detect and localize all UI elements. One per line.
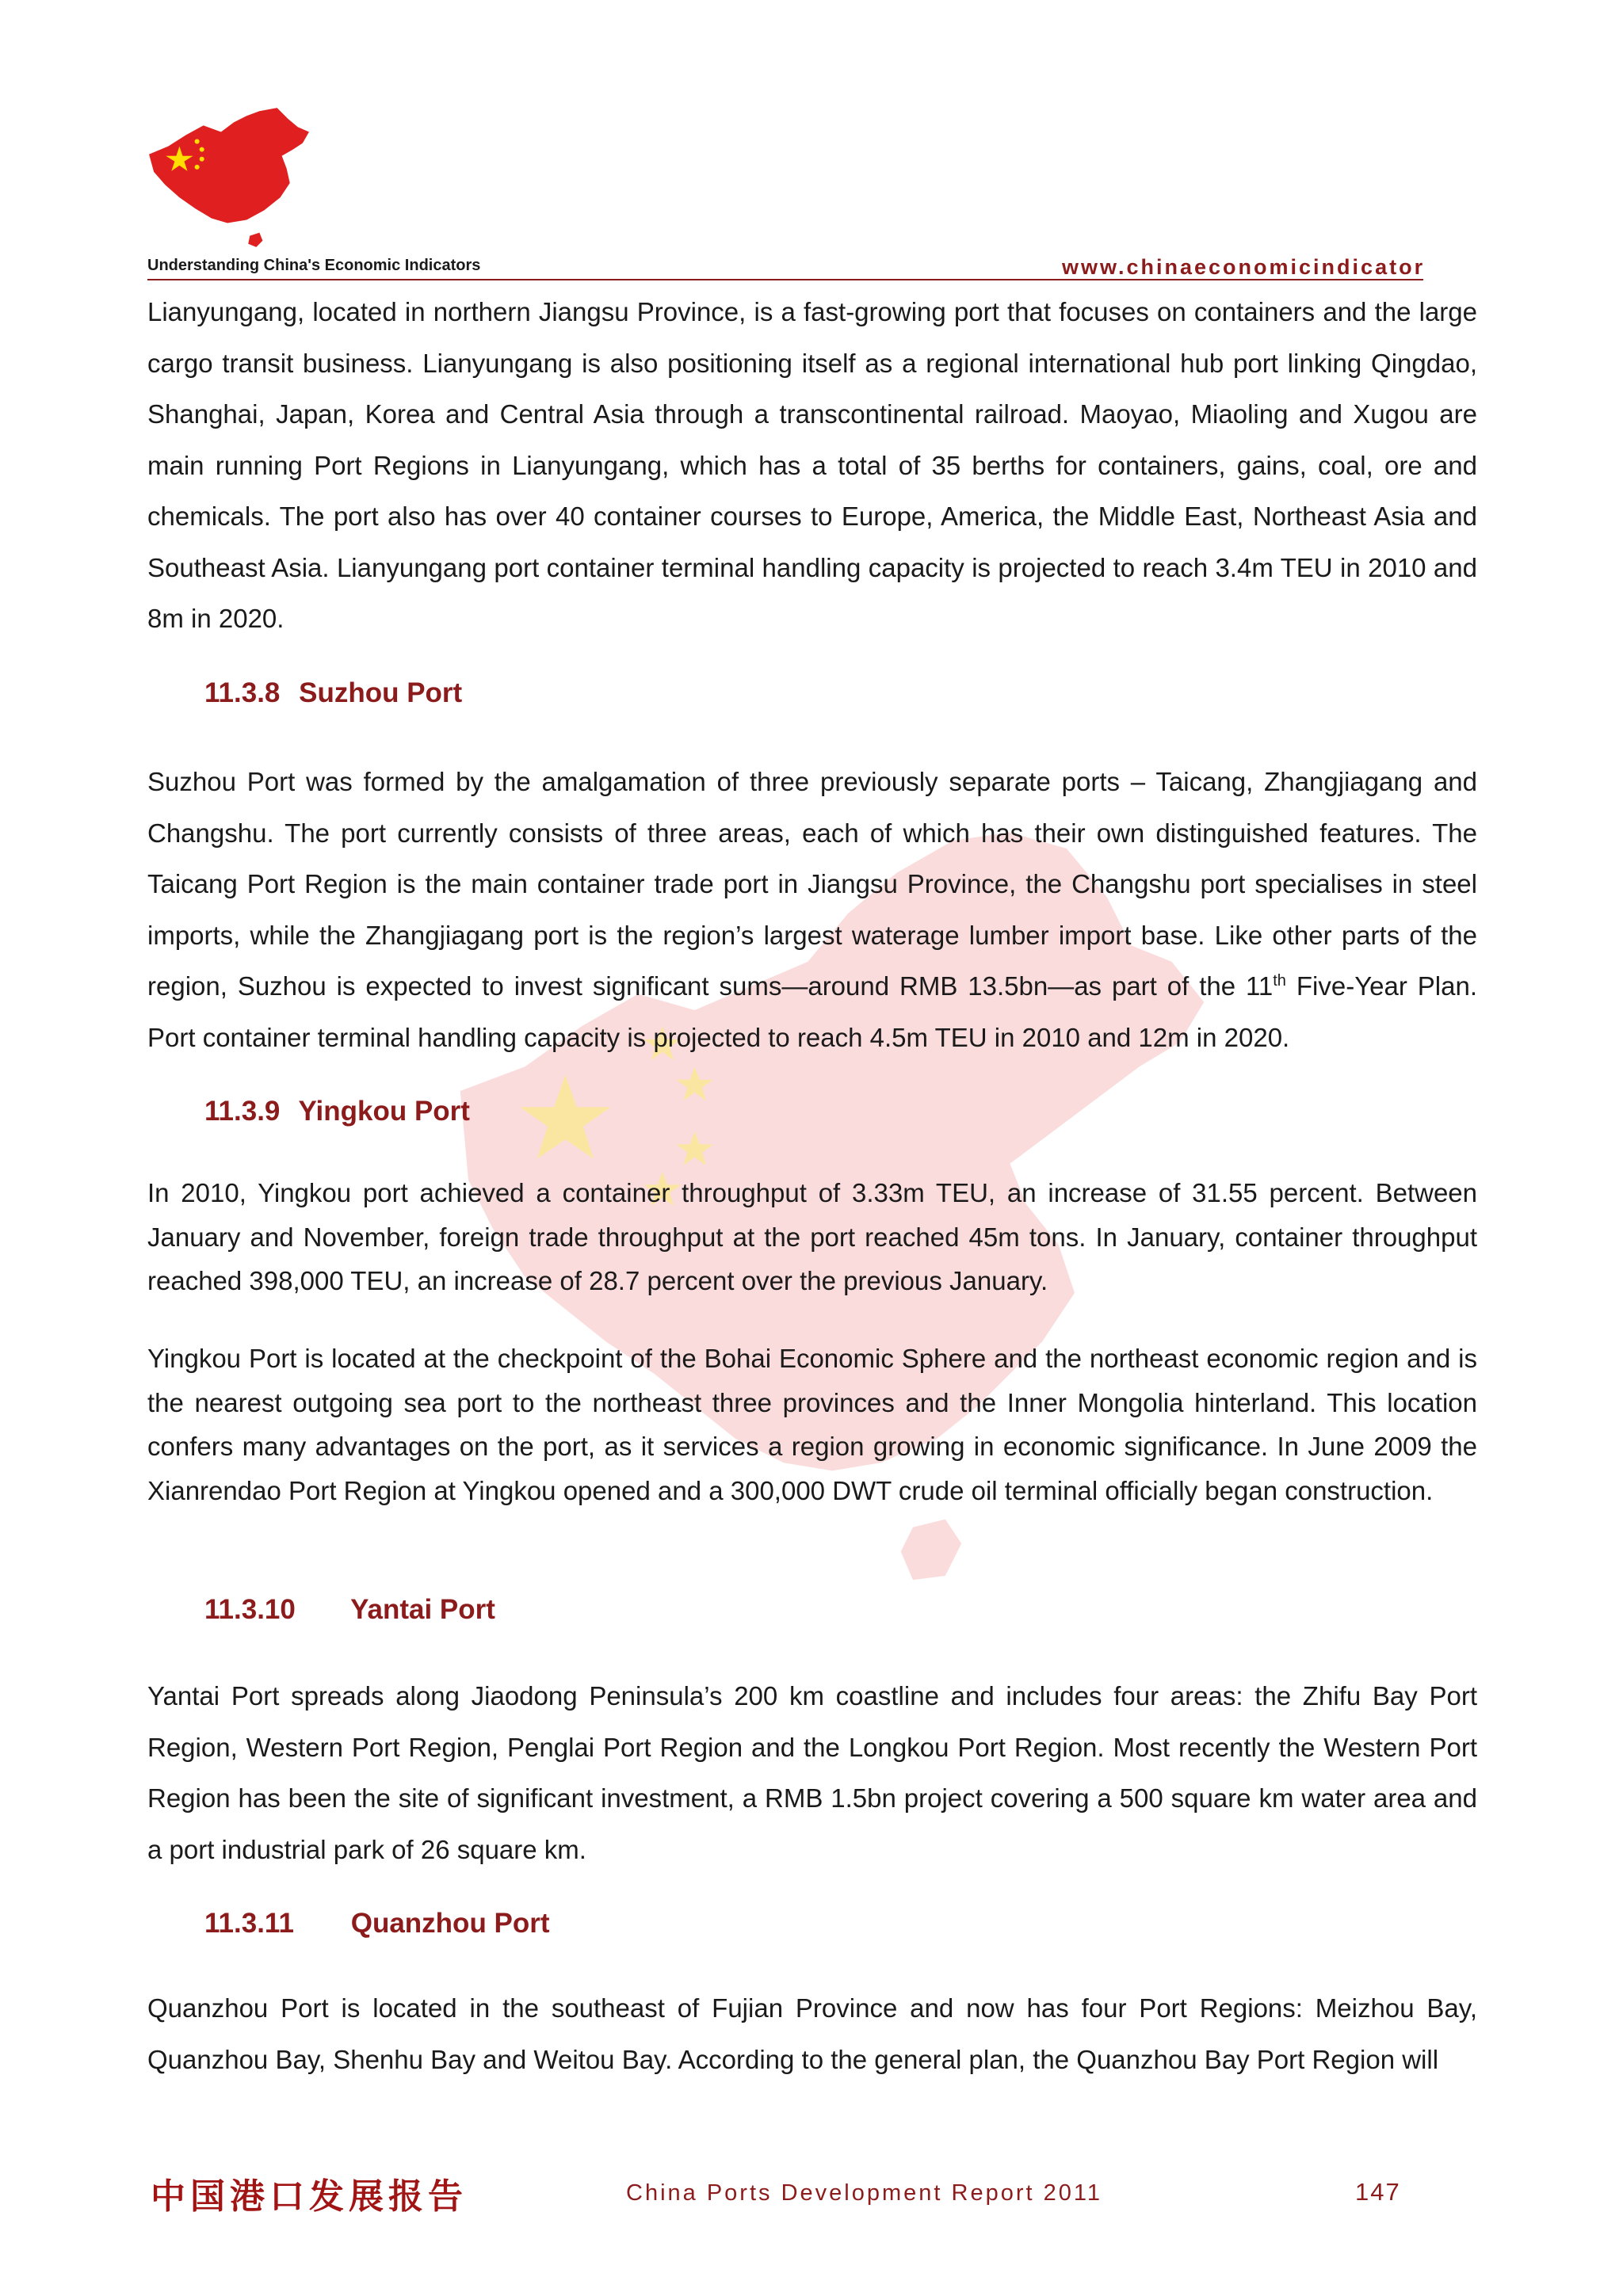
section-title: Yingkou Port bbox=[298, 1096, 470, 1127]
logo-small-star-icon bbox=[195, 139, 200, 144]
suzhou-paragraph bbox=[147, 757, 1477, 1063]
footer-report-title: China Ports Development Report 2011 bbox=[626, 2180, 1102, 2206]
section-heading-quanzhou bbox=[204, 1908, 550, 1939]
website-url: www.chinaeconomicindicator bbox=[1062, 255, 1426, 279]
header-divider bbox=[147, 279, 1423, 280]
page-number: 147 bbox=[1355, 2178, 1401, 2206]
section-title: Suzhou Port bbox=[299, 677, 463, 708]
section-number: 11.3.10 bbox=[204, 1594, 296, 1625]
section-title: Quanzhou Port bbox=[350, 1908, 550, 1939]
section-number: 11.3.8 bbox=[204, 677, 281, 708]
quanzhou-paragraph: Quanzhou Port is located in the southeast of Fujian Province and now has four Port Regions: Meizhou Bay, Quanzhou Bay, Shenhu Bay and Weitou Bay. According to the general plan, the Quanzhou Bay Port Region will bbox=[147, 1993, 1477, 2074]
section-heading-yantai bbox=[204, 1594, 495, 1626]
china-map-logo bbox=[144, 108, 312, 249]
yantai-paragraph: Yantai Port spreads along Jiaodong Peninsula’s 200 km coastline and includes four areas: the Zhifu Bay Port Region, Western Port Region, Penglai Port Region and the Longkou Port Region. Most recently the Western Port Region has been the site of significant investment, a RMB 1.5bn project covering a 500 square km water area and a port industrial park of 26 square km. bbox=[147, 1681, 1477, 1864]
hainan-island-shape bbox=[901, 1520, 962, 1581]
suzhou-text-part2: Five-Year Plan. Port container terminal handling capacity is projected to reach 4.5m TEU in 2010 and 12m in 2020. bbox=[147, 971, 1478, 1052]
superscript-th: th bbox=[1273, 972, 1286, 990]
section-heading-yingkou bbox=[204, 1096, 470, 1127]
yingkou-paragraph-1: In 2010, Yingkou port achieved a container throughput of 3.33m TEU, an increase of 31.55 percent. Between January and November, foreign trade throughput at the port reached 45m tons. In January, container throughput reached 398,000 TEU, an increase of 28.7 percent over the previous January. bbox=[147, 1178, 1477, 1295]
footer-chinese-title: 中国港口发展报告 bbox=[151, 2176, 468, 2217]
section-title: Yantai Port bbox=[350, 1594, 495, 1625]
logo-small-star-icon bbox=[195, 165, 200, 170]
logo-caption: Understanding China's Economic Indicators bbox=[147, 257, 481, 274]
yingkou-paragraph-2: Yingkou Port is located at the checkpoint of the Bohai Economic Sphere and the northeast economic region and is the nearest outgoing sea port to the northeast three provinces and the Inner Mongolia hinterland. This location confers many advantages on the port, as it services a region growing in economic significance. In June 2009 the Xianrendao Port Region at Yingkou opened and a 300,000 DWT crude oil terminal officially began construction. bbox=[147, 1344, 1477, 1505]
logo-small-star-icon bbox=[200, 147, 204, 152]
china-map-logo-shape bbox=[149, 108, 309, 223]
hainan-logo-shape bbox=[248, 233, 262, 247]
section-heading-suzhou bbox=[204, 677, 462, 709]
section-number: 11.3.9 bbox=[204, 1096, 281, 1127]
lianyungang-paragraph: Lianyungang, located in northern Jiangsu Province, is a fast-growing port that focuses on containers and the large cargo transit business. Lianyungang is also positioning itself as a regional international hub port linking Qingdao, Shanghai, Japan, Korea and Central Asia through a transcontinental railroad. Maoyao, Miaoling and Xugou are main running Port Regions in Lianyungang, which has a total of 35 berths for containers, gains, coal, ore and chemicals. The port also has over 40 container courses to Europe, America, the Middle East, Northeast Asia and Southeast Asia. Lianyungang port container terminal handling capacity is projected to reach 3.4m TEU in 2010 and 8m in 2020. bbox=[147, 297, 1477, 633]
suzhou-text-part1: Suzhou Port was formed by the amalgamation of three previously separate ports – Taicang, Zhangjiagang and Changshu. The port currently consists of three areas, each of which has their own distinguished features. The Taicang Port Region is the main container trade port in Jiangsu Province, the Changshu port specialises in steel imports, while the Zhangjiagang port is the region’s largest waterage lumber import base. Like other parts of the region, Suzhou is expected to invest significant sums—around RMB 13.5bn—as part of the 11 bbox=[147, 767, 1477, 1001]
logo-small-star-icon bbox=[200, 157, 204, 162]
section-number: 11.3.11 bbox=[204, 1908, 294, 1939]
